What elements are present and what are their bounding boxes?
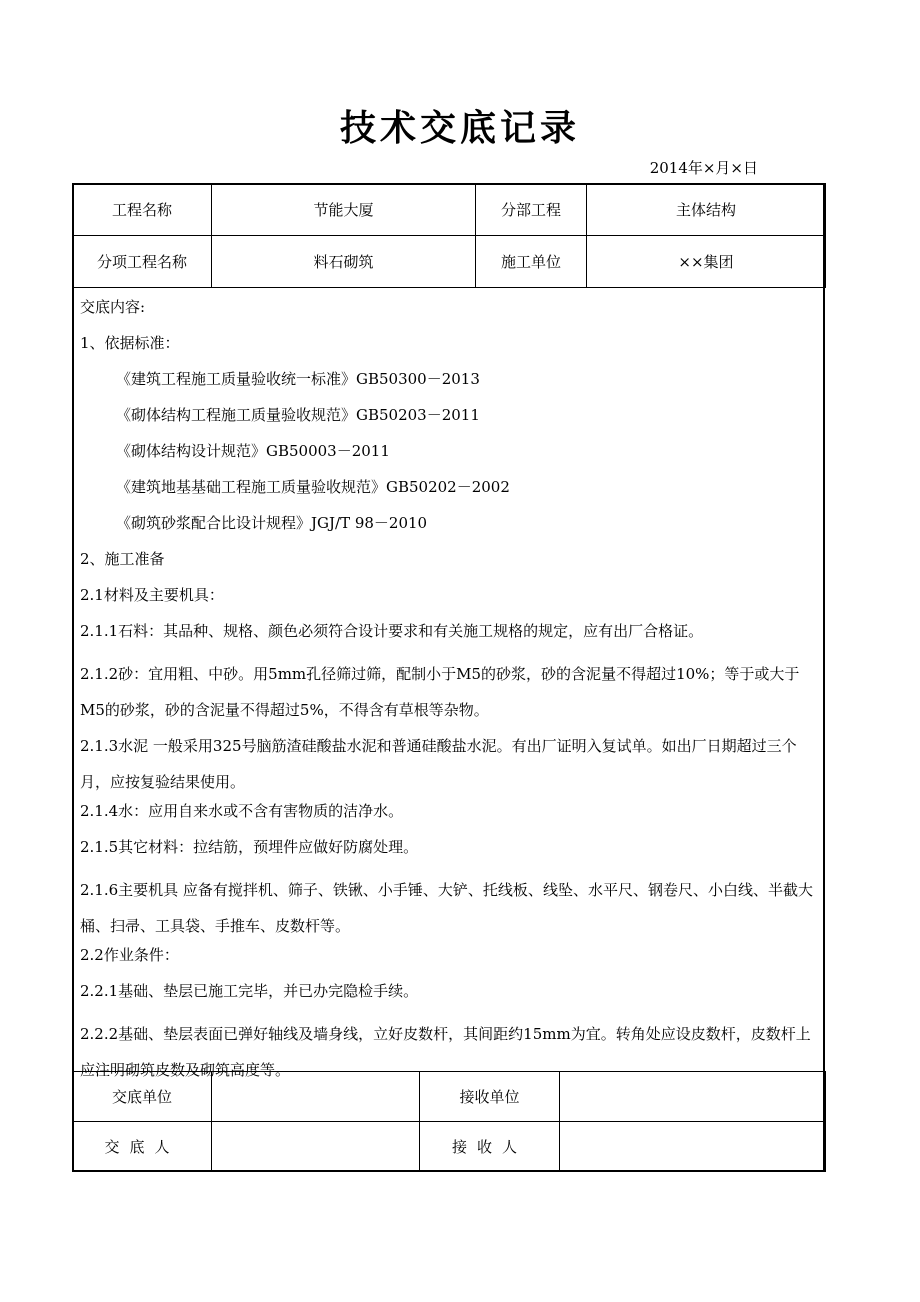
page-title: 技术交底记录 xyxy=(339,108,580,149)
issuer-person-label: 交底人 xyxy=(73,1122,212,1172)
issuer-unit-label: 交底单位 xyxy=(73,1072,212,1122)
standard-item: 《建筑地基基础工程施工质量验收规范》GB50202－2002 xyxy=(116,478,510,496)
project-name-label: 工程名称 xyxy=(73,184,212,236)
record-date: 2014年×月×日 xyxy=(649,159,758,177)
content-line: 1、依据标准： xyxy=(80,334,180,352)
project-name-value: 节能大厦 xyxy=(212,184,476,236)
content-paragraph: 2.2.2基础、垫层表面已弹好轴线及墙身线，立好皮数杆，其间距约15mm为宜。转角处应设皮数杆，皮数杆上应注明砌筑皮数及砌筑高度等。 xyxy=(80,1025,811,1079)
division-value: 主体结构 xyxy=(587,184,826,236)
content-paragraph: 2.1.2砂：宜用粗、中砂。用5mm孔径筛过筛，配制小于M5的砂浆，砂的含泥量不得超过10%；等于或大于M5的砂浆，砂的含泥量不得超过5%，不得含有草根等杂物。 xyxy=(80,665,800,719)
receiver-unit-label: 接收单位 xyxy=(420,1072,560,1122)
standard-item: 《砌体结构设计规范》GB50003－2011 xyxy=(116,442,390,460)
receiver-person-label: 接收人 xyxy=(420,1122,560,1172)
division-label: 分部工程 xyxy=(476,184,587,236)
document-frame xyxy=(72,183,825,1172)
standard-item: 《砌体结构工程施工质量验收规范》GB50203－2011 xyxy=(116,406,480,424)
content-line: 2.2作业条件： xyxy=(80,946,179,964)
content-line: 2、施工准备 xyxy=(80,550,165,568)
content-line: 2.1.1石料：其品种、规格、颜色必须符合设计要求和有关施工规格的规定，应有出厂合格证。 xyxy=(80,622,704,640)
standard-item: 《建筑工程施工质量验收统一标准》GB50300－2013 xyxy=(116,370,480,388)
content-line: 2.1材料及主要机具： xyxy=(80,586,224,604)
contractor-label: 施工单位 xyxy=(476,236,587,288)
subitem-label: 分项工程名称 xyxy=(73,236,212,288)
contractor-value: ××集团 xyxy=(587,236,826,288)
standard-item: 《砌筑砂浆配合比设计规程》JGJ/T 98－2010 xyxy=(116,514,428,532)
content-heading: 交底内容: xyxy=(80,298,146,316)
content-line: 2.2.1基础、垫层已施工完毕，并已办完隐检手续。 xyxy=(80,982,419,1000)
subitem-value: 料石砌筑 xyxy=(212,236,476,288)
content-paragraph: 2.1.6主要机具 应备有搅拌机、筛子、铁锹、小手锤、大铲、托线板、线坠、水平尺、钢卷尺、小白线、半截大桶、扫帚、工具袋、手推车、皮数杆等。 xyxy=(80,881,813,935)
content-line: 2.1.4水：应用自来水或不含有害物质的洁净水。 xyxy=(80,802,404,820)
content-paragraph: 2.1.3水泥 一般采用325号脑筋渣硅酸盐水泥和普通硅酸盐水泥。有出厂证明入复试单。如出厂日期超过三个月，应按复验结果使用。 xyxy=(80,737,797,791)
content-line: 2.1.5其它材料：拉结筋，预埋件应做好防腐处理。 xyxy=(80,838,419,856)
